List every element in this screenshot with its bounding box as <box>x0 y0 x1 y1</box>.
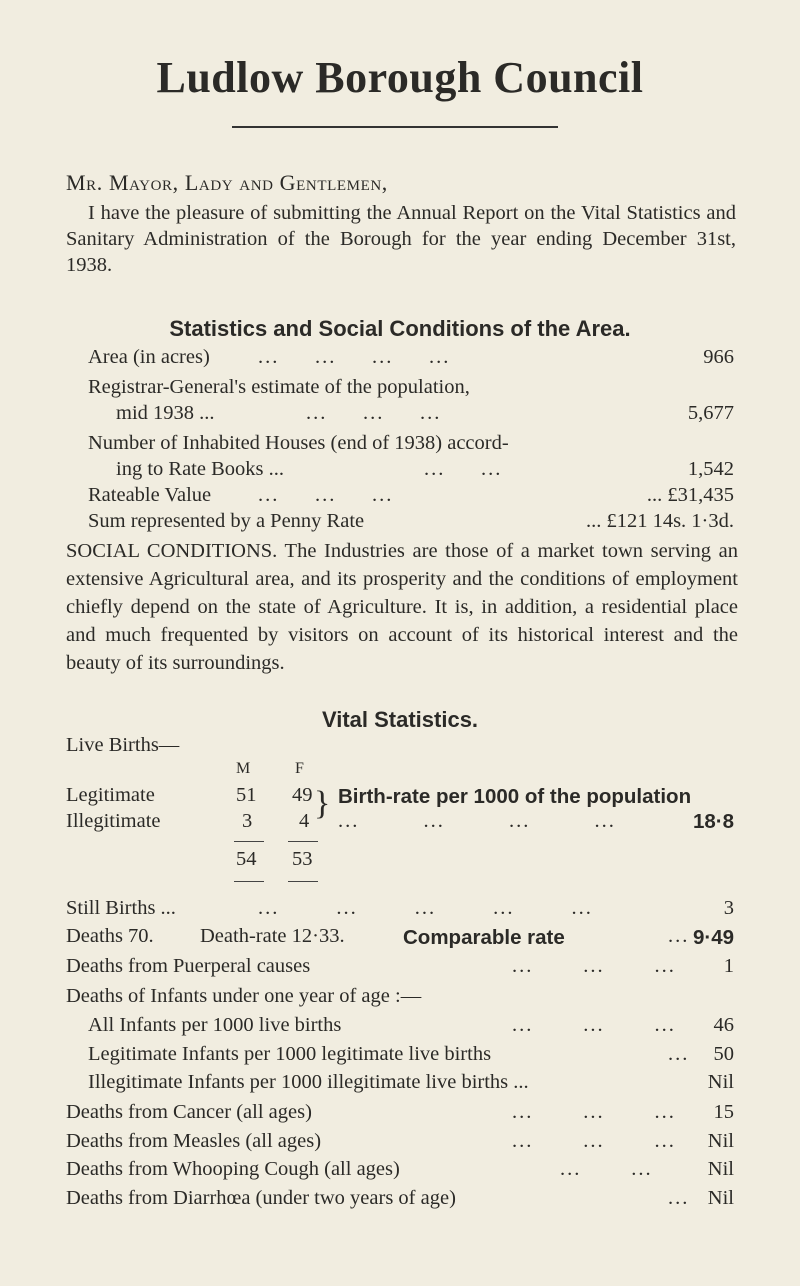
birth-rate-leader: ... ... ... ... <box>338 810 616 832</box>
social-conditions-text: The Industries are those of a market town serving an extensive Agricultural area, and its prosperity and the conditions of employment chiefly depend on the state of Agriculture. It is, in addition, a residential place and much frequented by visitors on account of its historical interest and the beauty of its surroundings. <box>66 540 738 674</box>
diarrhoea-label: Deaths from Diarrhœa (under two years of age) <box>66 1187 456 1209</box>
social-conditions-paragraph <box>66 537 738 677</box>
total-m-rule <box>234 841 264 842</box>
deaths-label: Deaths 70. <box>66 925 154 947</box>
total-m-value: 54 <box>236 848 257 870</box>
diarrhoea-leader: ... <box>668 1187 690 1209</box>
total-f-underline <box>288 881 318 882</box>
infants-heading: Deaths of Infants under one year of age :— <box>66 985 422 1007</box>
illegitimate-label: Illegitimate <box>66 810 161 832</box>
puerperal-leader: ... ... ... <box>512 955 676 977</box>
all-infants-leader: ... ... ... <box>512 1014 676 1036</box>
vital-statistics-heading: Vital Statistics. <box>321 707 479 732</box>
diarrhoea-value: Nil <box>707 1187 734 1209</box>
measles-value: Nil <box>707 1130 734 1152</box>
birth-rate-value: 18·8 <box>692 810 734 833</box>
still-births-value: 3 <box>723 897 734 919</box>
death-rate-label: Death-rate 12·33. <box>200 925 345 947</box>
all-infants-value: 46 <box>713 1014 734 1036</box>
population-label-2: mid 1938 ... <box>116 402 215 424</box>
whooping-leader: ... ... <box>560 1158 653 1180</box>
measles-label: Deaths from Measles (all ages) <box>66 1130 322 1152</box>
houses-value: 1,542 <box>687 458 734 480</box>
whooping-label: Deaths from Whooping Cough (all ages) <box>66 1158 400 1180</box>
population-leader: ... ... ... <box>306 402 442 424</box>
measles-leader: ... ... ... <box>512 1130 676 1152</box>
total-m-underline <box>234 881 264 882</box>
illegitimate-f-value: 4 <box>299 810 310 832</box>
puerperal-value: 1 <box>723 955 734 977</box>
statistics-heading: Statistics and Social Conditions of the Area. <box>169 316 631 341</box>
legit-infants-leader: ... <box>668 1043 690 1065</box>
salutation: Mr. Mayor, Lady and Gentlemen, <box>66 170 388 195</box>
area-label: Area (in acres) <box>88 346 210 368</box>
houses-label-2: ing to Rate Books ... <box>116 458 284 480</box>
penny-rate-value: ... £121 14s. 1·3d. <box>585 510 734 532</box>
rateable-leader: ... ... ... <box>258 484 394 506</box>
area-value: 966 <box>703 346 734 368</box>
houses-label-1: Number of Inhabited Houses (end of 1938) accord- <box>88 432 509 454</box>
area-leader: ... ... ... ... <box>258 346 451 368</box>
social-conditions-lead: SOCIAL CONDITIONS. <box>66 540 278 562</box>
still-births-leader: ... ... ... ... ... <box>258 897 593 919</box>
title-rule <box>232 126 558 128</box>
birth-rate-label: Birth-rate per 1000 of the population <box>338 785 692 808</box>
legit-infants-value: 50 <box>713 1043 734 1065</box>
all-infants-label: All Infants per 1000 live births <box>88 1014 342 1036</box>
comparable-rate-value: 9·49 <box>692 926 734 949</box>
still-births-label: Still Births ... <box>66 897 176 919</box>
page-title: Ludlow Borough Council <box>156 53 644 102</box>
live-births-label: Live Births— <box>66 734 180 756</box>
illegit-infants-value: Nil <box>707 1071 734 1093</box>
population-value: 5,677 <box>687 402 734 424</box>
whooping-value: Nil <box>707 1158 734 1180</box>
total-f-rule <box>288 841 318 842</box>
illegitimate-m-value: 3 <box>242 810 253 832</box>
population-label-1: Registrar-General's estimate of the population, <box>88 376 470 398</box>
legitimate-m-value: 51 <box>236 784 257 806</box>
cancer-value: 15 <box>713 1101 734 1123</box>
rateable-label: Rateable Value <box>88 484 212 506</box>
column-m-header: M <box>236 760 251 777</box>
houses-leader: ... ... <box>424 458 503 480</box>
legitimate-label: Legitimate <box>66 784 155 806</box>
intro-paragraph: I have the pleasure of submitting the Annual Report on the Vital Statistics and Sanitary Administration of the Borough for the year ending December 31st, 1938. <box>66 202 736 276</box>
rateable-value: ... £31,435 <box>646 484 734 506</box>
puerperal-label: Deaths from Puerperal causes <box>66 955 311 977</box>
legit-infants-label: Legitimate Infants per 1000 legitimate live births <box>88 1043 492 1065</box>
cancer-leader: ... ... ... <box>512 1101 676 1123</box>
penny-rate-label: Sum represented by a Penny Rate <box>88 510 365 532</box>
total-f-value: 53 <box>292 848 313 870</box>
comparable-rate-label: Comparable rate <box>403 926 565 949</box>
column-f-header: F <box>295 760 304 777</box>
cancer-label: Deaths from Cancer (all ages) <box>66 1101 312 1123</box>
illegit-infants-label: Illegitimate Infants per 1000 illegitimate live births ... <box>88 1071 529 1093</box>
comparable-rate-leader: ... <box>668 925 690 947</box>
births-brace: } <box>314 785 331 822</box>
legitimate-f-value: 49 <box>292 784 313 806</box>
